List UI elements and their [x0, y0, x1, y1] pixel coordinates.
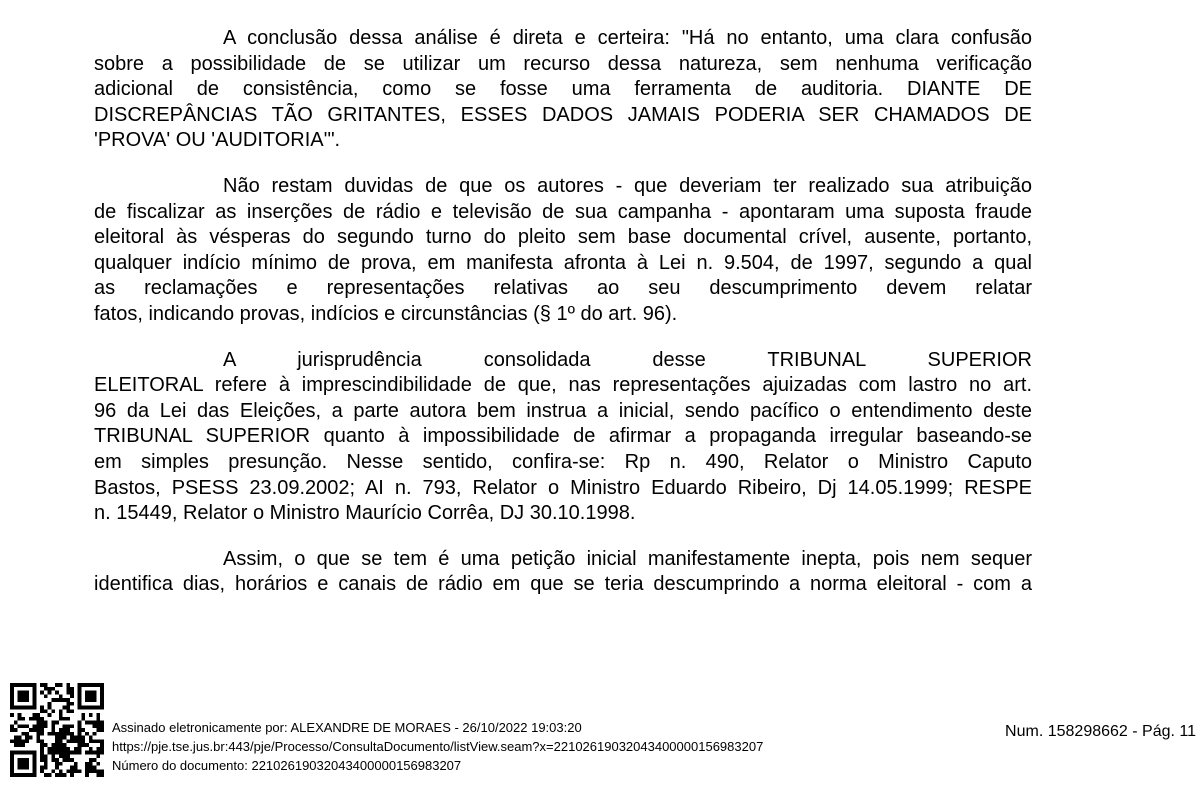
paragraph	[94, 26, 1032, 154]
document-url[interactable]: https://pje.tse.jus.br:443/pje/Processo/ConsultaDocumento/listView.seam?x=22102619032043400000156983207	[112, 739, 764, 754]
document-footer	[0, 680, 1200, 794]
page-number: Num. 158298662 - Pág. 11	[1005, 723, 1196, 740]
text-line: eleitoral às vésperas do segundo turno do pleito sem base documental crível, ausente, portanto,	[94, 226, 1032, 249]
paragraph	[94, 174, 1032, 328]
text-line: 'PROVA' OU 'AUDITORIA'".	[94, 129, 341, 152]
document-number: Número do documento: 22102619032043400000156983207	[112, 758, 462, 773]
paragraph	[94, 547, 1032, 598]
signature-block	[112, 718, 763, 775]
text-line: n. 15449, Relator o Ministro Maurício Corrêa, DJ 30.10.1998.	[94, 502, 636, 525]
text-line: as reclamações e representações relativas ao seu descumprimento devem relatar	[94, 277, 1032, 300]
text-line: 96 da Lei das Eleições, a parte autora bem instrua a inicial, sendo pacífico o entendimento deste	[94, 399, 1032, 422]
text-line: em simples presunção. Nesse sentido, confira-se: Rp n. 490, Relator o Ministro Caputo	[94, 450, 1032, 473]
text-line: Não restam duvidas de que os autores - que deveriam ter realizado sua atribuição	[223, 174, 1032, 197]
text-line: A jurisprudência consolidada desse TRIBUNAL SUPERIOR	[223, 348, 1032, 371]
text-line: Bastos, PSESS 23.09.2002; AI n. 793, Relator o Ministro Eduardo Ribeiro, Dj 14.05.1999; RESPE	[94, 476, 1032, 499]
text-line: sobre a possibilidade de se utilizar um recurso dessa natureza, sem nenhuma verificação	[94, 52, 1032, 75]
text-line: fatos, indicando provas, indícios e circunstâncias (§ 1º do art. 96).	[94, 302, 678, 325]
text-line: identifica dias, horários e canais de rádio em que se teria descumprindo a norma eleitoral - com a	[94, 573, 1032, 596]
text-line: TRIBUNAL SUPERIOR quanto à impossibilidade de afirmar a propaganda irregular baseando-se	[94, 425, 1032, 448]
qr-code-icon	[10, 683, 104, 777]
signed-by-text: Assinado eletronicamente por: ALEXANDRE DE MORAES - 26/10/2022 19:03:20	[112, 720, 582, 735]
document-body	[94, 26, 1032, 618]
text-line: Assim, o que se tem é uma petição inicial manifestamente inepta, pois nem sequer	[223, 547, 1032, 570]
text-line: ELEITORAL refere à imprescindibilidade de que, nas representações ajuizadas com lastro no art.	[94, 374, 1032, 397]
text-line: qualquer indício mínimo de prova, em manifesta afronta à Lei n. 9.504, de 1997, segundo a qual	[94, 251, 1032, 274]
text-line: A conclusão dessa análise é direta e certeira: "Há no entanto, uma clara confusão	[223, 27, 1032, 49]
text-line: adicional de consistência, como se fosse uma ferramenta de auditoria. DIANTE DE	[94, 78, 1032, 101]
text-line: DISCREPÂNCIAS TÃO GRITANTES, ESSES DADOS JAMAIS PODERIA SER CHAMADOS DE	[94, 103, 1032, 126]
text-line: de fiscalizar as inserções de rádio e televisão de sua campanha - apontaram uma suposta fraude	[94, 200, 1032, 223]
paragraph	[94, 348, 1032, 527]
